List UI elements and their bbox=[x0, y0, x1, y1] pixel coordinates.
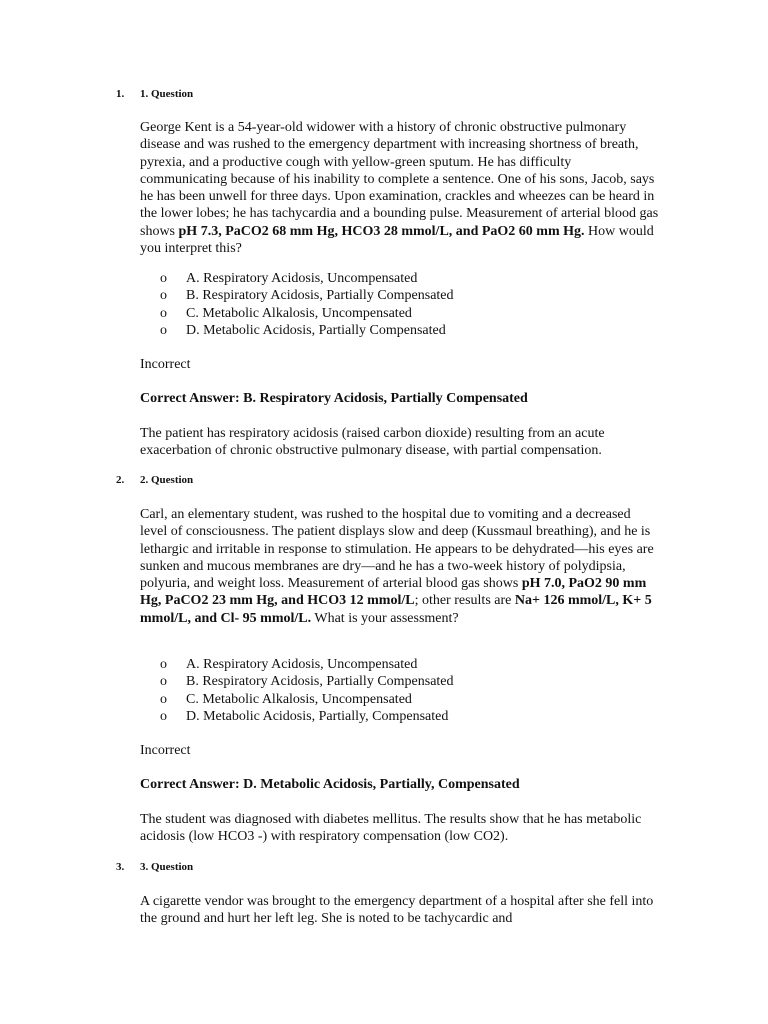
explanation: The patient has respiratory acidosis (raised carbon dioxide) resulting from an acute exacerbation of chronic obstructive pulmonary disease, with partial compensation. bbox=[140, 426, 605, 459]
question-title: 1. Question bbox=[140, 88, 194, 100]
bullet-icon: o bbox=[160, 288, 167, 304]
question-title: 2. Question bbox=[140, 474, 194, 486]
question-title: 3. Question bbox=[140, 861, 194, 873]
question-stem bbox=[140, 893, 660, 928]
option-label: D. Metabolic Acidosis, Partially Compensated bbox=[186, 322, 446, 338]
stem-run: Carl, an elementary student, was rushed to the hospital due to vomiting and a decreased level of consciousness. The patient displays slow and deep (Kussmaul breathing), and he is lethargic and irritable in response to stimulation. He appears to be dehydrated—his eyes are sunken and mucous membranes are dry—and he has a two-week history of polydipsia, polyuria, and weight loss. Measurement of arterial blood gas shows bbox=[140, 507, 654, 592]
correct-answer: Correct Answer: B. Respiratory Acidosis, Partially Compensated bbox=[140, 391, 528, 406]
stem-run: How would you interpret this? bbox=[140, 223, 654, 257]
stem-bold-run: pH 7.3, PaCO2 68 mm Hg, HCO3 28 mmol/L, and PaO2 60 mm Hg. bbox=[178, 223, 585, 239]
stem-run: ; other results are bbox=[414, 593, 515, 609]
bullet-icon: o bbox=[160, 691, 167, 707]
bullet-icon: o bbox=[160, 708, 167, 724]
correct-answer: Correct Answer: D. Metabolic Acidosis, Partially, Compensated bbox=[140, 777, 520, 792]
option-label: D. Metabolic Acidosis, Partially, Compensated bbox=[186, 708, 449, 724]
stem-bold-run: Na+ 126 mmol/L, K+ 5 mmol/L, and Cl- 95 mmol/L. bbox=[140, 593, 652, 626]
result-status: Incorrect bbox=[140, 743, 191, 758]
bullet-icon: o bbox=[160, 271, 167, 286]
option-label: A. Respiratory Acidosis, Uncompensated bbox=[186, 657, 418, 672]
option-label: C. Metabolic Alkalosis, Uncompensated bbox=[186, 305, 412, 321]
option-label: B. Respiratory Acidosis, Partially Compensated bbox=[186, 674, 454, 690]
stem-run: What is your assessment? bbox=[311, 610, 459, 626]
result-status: Incorrect bbox=[140, 357, 191, 372]
bullet-icon: o bbox=[160, 305, 167, 321]
stem-run: A cigarette vendor was brought to the emergency department of a hospital after she fell into the ground and hurt her left leg. She is noted to be tachycardic and bbox=[140, 894, 654, 927]
question-stem bbox=[140, 506, 660, 627]
bullet-icon: o bbox=[160, 322, 167, 338]
bullet-icon: o bbox=[160, 674, 167, 690]
question-number: 1. bbox=[116, 88, 125, 100]
option-label: B. Respiratory Acidosis, Partially Compensated bbox=[186, 288, 454, 304]
question-stem bbox=[140, 119, 660, 257]
explanation: The student was diagnosed with diabetes mellitus. The results show that he has metabolic acidosis (low HCO3 -) with respiratory compensation (low CO2). bbox=[140, 812, 642, 845]
question-number: 2. bbox=[116, 474, 125, 486]
option-label: A. Respiratory Acidosis, Uncompensated bbox=[186, 271, 418, 286]
bullet-icon: o bbox=[160, 657, 167, 672]
option-label: C. Metabolic Alkalosis, Uncompensated bbox=[186, 691, 412, 707]
stem-bold-run: pH 7.0, PaO2 90 mm Hg, PaCO2 23 mm Hg, and HCO3 12 mmol/L bbox=[140, 576, 647, 609]
stem-run: George Kent is a 54-year-old widower with a history of chronic obstructive pulmonary disease and was rushed to the emergency department with increasing shortness of breath, pyrexia, and a productive cough with yellow-green sputum. He has difficulty communicating because of his inability to complete a sentence. One of his sons, Jacob, says he has been unwell for three days. Upon examination, crackles and wheezes can be heard in the lower lobes; he has tachycardia and a bounding pulse. Measurement of arterial blood gas shows bbox=[140, 120, 659, 239]
question-number: 3. bbox=[116, 861, 125, 873]
